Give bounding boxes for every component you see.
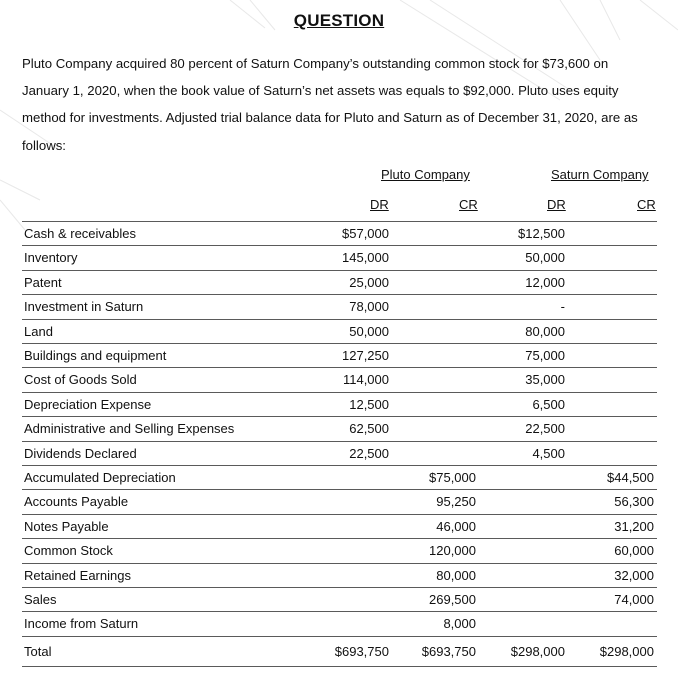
question-text-line-1: Pluto Company acquired 80 percent of Saturn Company’s outstanding common stock for $73,600 on <box>22 56 609 71</box>
saturn-cr-cell: $298,000 <box>599 644 654 659</box>
pluto-dr-cell: 114,000 <box>342 372 389 387</box>
pluto-dr-cell: 145,000 <box>342 250 389 265</box>
row-label: Dividends Declared <box>24 446 137 461</box>
saturn-dr-cell: 12,000 <box>525 275 565 290</box>
pluto-cr-cell: $75,000 <box>429 470 476 485</box>
table-row <box>22 367 658 391</box>
row-label: Retained Earnings <box>24 568 131 583</box>
saturn-dr-cell: 80,000 <box>525 324 565 339</box>
pluto-dr-cell: 22,500 <box>349 446 389 461</box>
question-text-line-3: method for investments. Adjusted trial balance data for Pluto and Saturn as of December 31, 2020, are as <box>22 110 638 125</box>
pluto-cr-cell: 80,000 <box>436 568 476 583</box>
table-row <box>22 441 658 465</box>
total-row <box>22 639 658 663</box>
saturn-company-header: Saturn Company <box>551 167 649 182</box>
saturn-cr-cell: $44,500 <box>607 470 654 485</box>
table-row <box>22 538 658 562</box>
pluto-dr-header: DR <box>370 197 389 212</box>
table-row <box>22 245 658 269</box>
saturn-dr-cell: 50,000 <box>525 250 565 265</box>
row-label: Income from Saturn <box>24 616 139 631</box>
pluto-dr-cell: 50,000 <box>349 324 389 339</box>
row-label: Sales <box>24 592 57 607</box>
saturn-cr-cell: 56,300 <box>614 494 654 509</box>
pluto-dr-cell: 127,250 <box>342 348 389 363</box>
page-title: QUESTION <box>293 11 385 30</box>
pluto-dr-cell: 78,000 <box>349 299 389 314</box>
row-label: Patent <box>24 275 62 290</box>
table-row <box>22 416 658 440</box>
saturn-cr-header: CR <box>637 197 656 212</box>
pluto-cr-cell: 8,000 <box>443 616 476 631</box>
pluto-cr-cell: 46,000 <box>436 519 476 534</box>
saturn-dr-cell: $298,000 <box>510 644 565 659</box>
saturn-dr-cell: 22,500 <box>525 421 565 436</box>
saturn-dr-cell: $12,500 <box>518 226 565 241</box>
saturn-cr-cell: 60,000 <box>614 543 654 558</box>
table-row <box>22 319 658 343</box>
table-row <box>22 343 658 367</box>
table-row <box>22 563 658 587</box>
table-row <box>22 514 658 538</box>
saturn-dr-cell: 35,000 <box>525 372 565 387</box>
row-label: Land <box>24 324 53 339</box>
pluto-cr-cell: $693,750 <box>421 644 476 659</box>
table-bottom-rule <box>22 666 657 667</box>
table-row <box>22 221 658 245</box>
pluto-cr-header: CR <box>459 197 478 212</box>
table-row <box>22 465 658 489</box>
table-row <box>22 489 658 513</box>
saturn-dr-cell: 4,500 <box>532 446 565 461</box>
row-label: Notes Payable <box>24 519 109 534</box>
row-label: Common Stock <box>24 543 113 558</box>
pluto-dr-cell: 25,000 <box>349 275 389 290</box>
saturn-dr-cell: 6,500 <box>532 397 565 412</box>
row-label: Cost of Goods Sold <box>24 372 137 387</box>
saturn-cr-cell: 32,000 <box>614 568 654 583</box>
table-row <box>22 611 658 635</box>
pluto-cr-cell: 95,250 <box>436 494 476 509</box>
row-label: Investment in Saturn <box>24 299 144 314</box>
question-text-line-4: follows: <box>22 138 66 153</box>
row-label: Cash & receivables <box>24 226 136 241</box>
table-row <box>22 392 658 416</box>
saturn-dr-cell: - <box>560 299 565 314</box>
saturn-dr-cell: 75,000 <box>525 348 565 363</box>
row-label: Accounts Payable <box>24 494 129 509</box>
row-divider <box>22 636 657 637</box>
row-label: Administrative and Selling Expenses <box>24 421 235 436</box>
row-label: Inventory <box>24 250 78 265</box>
pluto-dr-cell: 12,500 <box>349 397 389 412</box>
question-text-line-2: January 1, 2020, when the book value of Saturn’s net assets was equals to $92,000. Pluto uses equity <box>22 83 619 98</box>
pluto-dr-cell: $693,750 <box>334 644 389 659</box>
pluto-cr-cell: 269,500 <box>429 592 476 607</box>
saturn-cr-cell: 74,000 <box>614 592 654 607</box>
saturn-dr-header: DR <box>547 197 566 212</box>
row-label: Depreciation Expense <box>24 397 152 412</box>
pluto-dr-cell: 62,500 <box>349 421 389 436</box>
table-row <box>22 270 658 294</box>
row-label: Total <box>24 644 52 659</box>
table-row <box>22 294 658 318</box>
row-label: Buildings and equipment <box>24 348 167 363</box>
pluto-cr-cell: 120,000 <box>429 543 476 558</box>
table-row <box>22 587 658 611</box>
pluto-dr-cell: $57,000 <box>342 226 389 241</box>
pluto-company-header: Pluto Company <box>381 167 470 182</box>
saturn-cr-cell: 31,200 <box>614 519 654 534</box>
row-label: Accumulated Depreciation <box>24 470 176 485</box>
